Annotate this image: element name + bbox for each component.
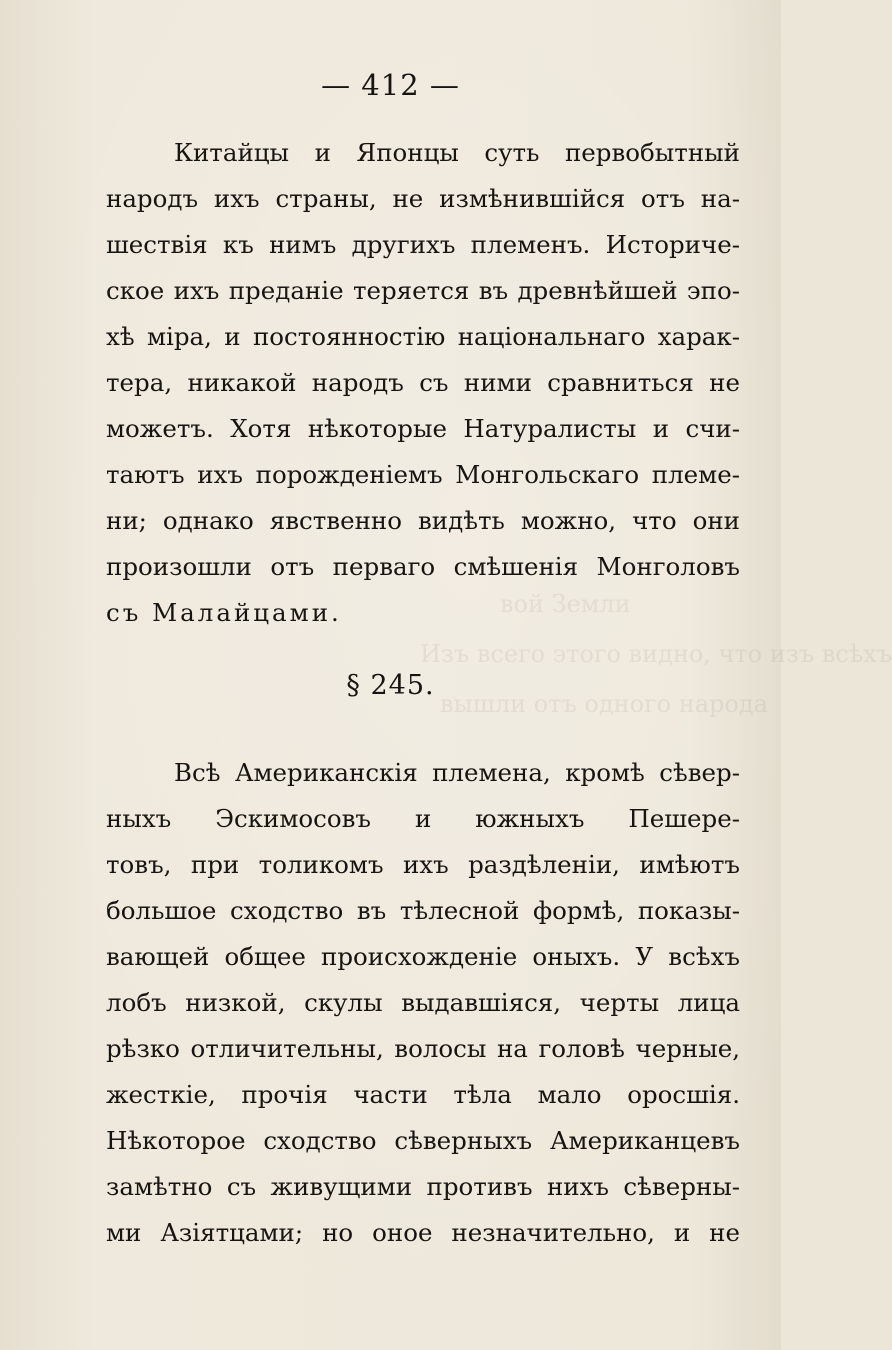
text-line: замѣтно съ живущими противъ нихъ сѣверны- xyxy=(106,1172,740,1201)
text-line: ни; однако явственно видѣть можно, что они xyxy=(106,506,740,535)
text-line: можетъ. Хотя нѣкоторые Натуралисты и счи- xyxy=(106,414,740,443)
text-line: рѣзко отличительны, волосы на головѣ черные, xyxy=(106,1034,740,1063)
text-line: Китайцы и Японцы суть первобытный xyxy=(174,138,740,167)
text-line: ское ихъ преданіе теряется въ древнѣйшей эпо- xyxy=(106,276,740,305)
text-line: тера, никакой народъ съ ними сравниться не xyxy=(106,368,740,397)
text-line: товъ, при толикомъ ихъ раздѣленіи, имѣютъ xyxy=(106,850,740,879)
text-line: таютъ ихъ порожденіемъ Монгольскаго племе- xyxy=(106,460,740,489)
text-line: Нѣкоторое сходство сѣверныхъ Американцевъ xyxy=(106,1126,740,1155)
bleed-through-text: вышли отъ одного народа xyxy=(440,690,768,718)
page-number: — 412 — xyxy=(321,68,460,102)
text-line: большое сходство въ тѣлесной формѣ, показы- xyxy=(106,896,740,925)
text-line: шествія къ нимъ другихъ племенъ. Историче- xyxy=(106,230,740,259)
paragraph-american-tribes xyxy=(106,750,740,1256)
bleed-through-text: вой Земли xyxy=(500,590,631,618)
text-line: произошли отъ перваго смѣшенія Монголовъ xyxy=(106,552,740,581)
paragraph-chinese-japanese xyxy=(106,130,740,636)
text-line: ныхъ Эскимосовъ и южныхъ Пешере- xyxy=(106,804,740,833)
text-line: народъ ихъ страны, не измѣнившійся отъ на- xyxy=(106,184,740,213)
text-line: лобъ низкой, скулы выдавшіяся, черты лица xyxy=(106,988,740,1017)
text-line: вающей общее происхожденіе оныхъ. У всѣхъ xyxy=(106,942,740,971)
text-line: жесткіе, прочія части тѣла мало оросшія. xyxy=(106,1080,740,1109)
text-line: Всѣ Американскія племена, кромѣ сѣвер- xyxy=(174,758,740,787)
text-line: хѣ міра, и постоянностію національнаго харак- xyxy=(106,322,740,351)
text-line: ми Азіятцами; но оное незначительно, и не xyxy=(106,1218,740,1247)
bleed-through-text: Изъ всего этого видно, что изъ всѣхъ xyxy=(420,640,892,668)
text-line: съ Малайцами. xyxy=(106,598,342,627)
section-heading: § 245. xyxy=(346,670,435,701)
